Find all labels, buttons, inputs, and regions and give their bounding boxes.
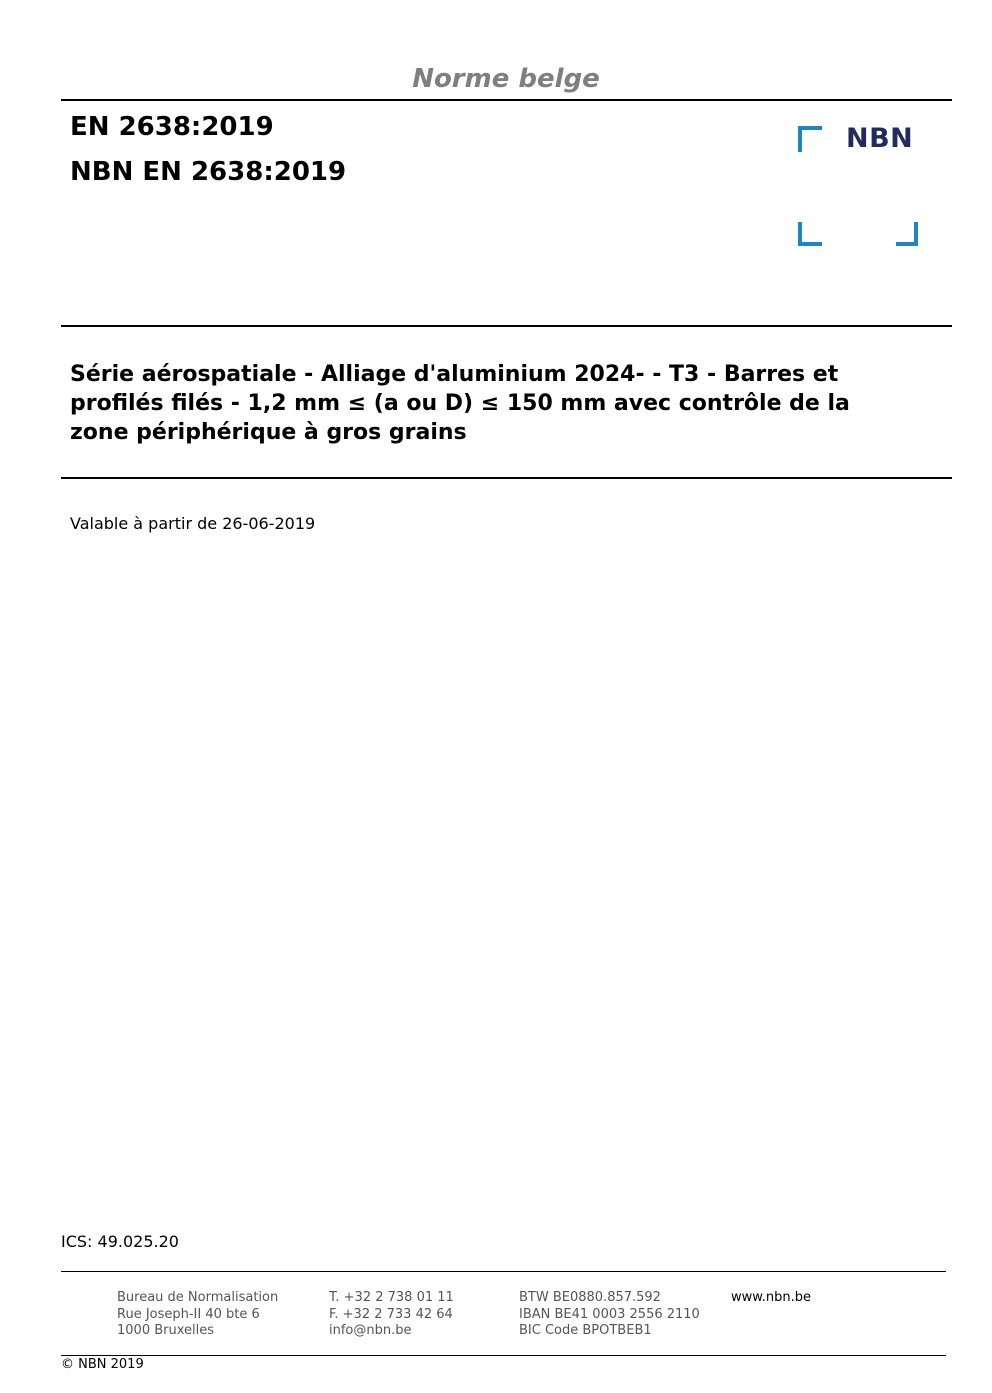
nbn-logo xyxy=(798,123,920,248)
title-line: zone périphérique à gros grains xyxy=(70,420,467,445)
title-line: profilés filés - 1,2 mm ≤ (a ou D) ≤ 150 mm avec contrôle de la xyxy=(70,391,850,416)
footer-bic: BIC Code BPOTBEB1 xyxy=(519,1323,652,1338)
footer-email-link[interactable]: info@nbn.be xyxy=(329,1323,412,1338)
footer-bottom-divider xyxy=(61,1355,946,1356)
footer-address-line: Rue Joseph-II 40 bte 6 xyxy=(117,1306,260,1322)
copyright-notice: © NBN 2019 xyxy=(61,1357,144,1372)
title-top-divider xyxy=(61,325,952,327)
ics-code: ICS: 49.025.20 xyxy=(61,1232,179,1251)
en-standard-id: EN 2638:2019 xyxy=(70,112,274,142)
title-line: Série aérospatiale - Alliage d'aluminium 2024- - T3 - Barres et xyxy=(70,362,839,387)
header-divider xyxy=(61,99,952,101)
footer-address-line: Bureau de Normalisation xyxy=(117,1290,279,1305)
footer-address xyxy=(117,1290,278,1340)
footer-phone: T. +32 2 738 01 11 xyxy=(329,1290,454,1305)
footer-contact xyxy=(329,1290,454,1340)
footer-website-link[interactable]: www.nbn.be xyxy=(731,1290,811,1305)
title-bottom-divider xyxy=(61,477,952,479)
footer-iban: IBAN BE41 0003 2556 2110 xyxy=(519,1306,700,1322)
footer-vat: BTW BE0880.857.592 xyxy=(519,1290,661,1305)
footer-fax: F. +32 2 733 42 64 xyxy=(329,1306,453,1322)
validity-date: Valable à partir de 26-06-2019 xyxy=(70,514,316,533)
footer-bank xyxy=(519,1290,700,1340)
footer-top-divider xyxy=(61,1271,946,1272)
document-category-label: Norme belge xyxy=(412,64,600,94)
nbn-standard-id: NBN EN 2638:2019 xyxy=(70,157,347,187)
document-title xyxy=(70,360,930,447)
nbn-logo-text: NBN xyxy=(846,123,914,154)
footer-address-line: 1000 Bruxelles xyxy=(117,1323,215,1338)
